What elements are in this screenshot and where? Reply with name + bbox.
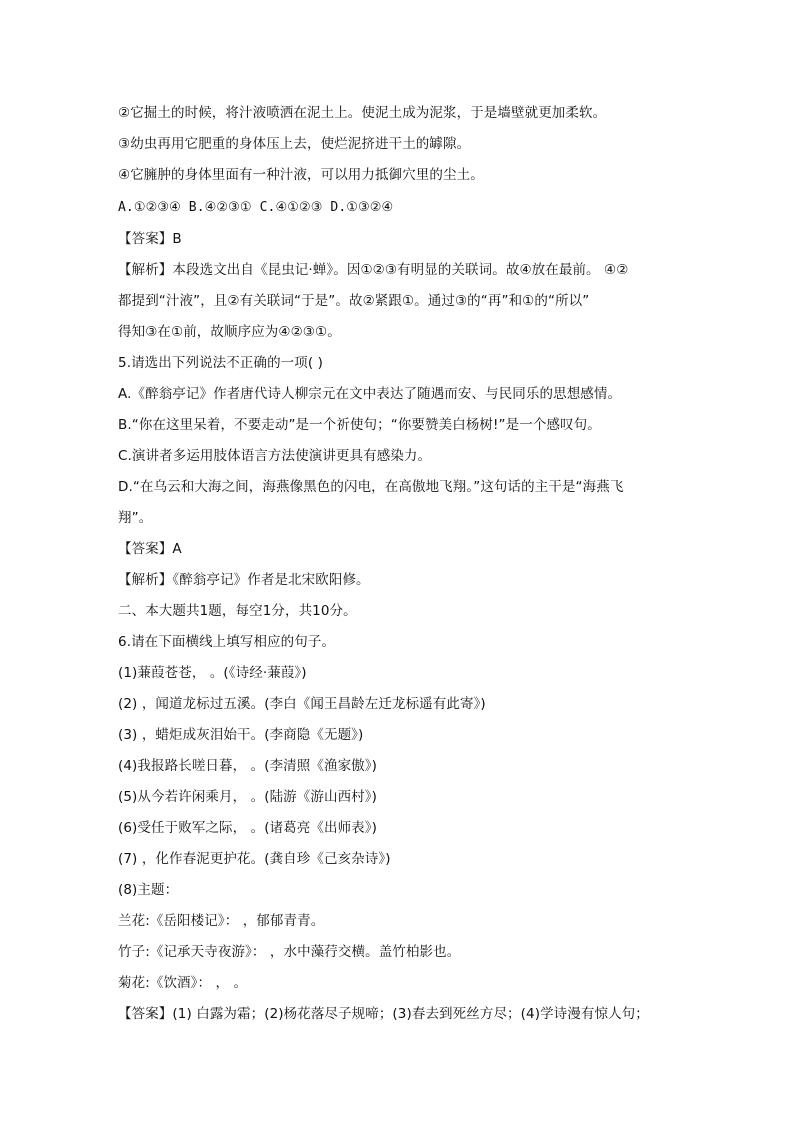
question-5-option-c: C.演讲者多运用肢体语言方法使演讲更具有感染力。 <box>118 448 432 464</box>
question-6-item-3: (3) ，蜡炬成灰泪始干。(李商隐《无题》) <box>118 727 364 743</box>
theme-bamboo: 竹子:《记承天寺夜游》： ，水中藻荇交横。盖竹柏影也。 <box>118 944 461 960</box>
question-6-item-7: (7) ，化作春泥更护花。(龚自珍《己亥杂诗》) <box>118 851 391 867</box>
question-6-item-1: (1)蒹葭苍苍， 。(《诗经·蒹葭》) <box>118 665 307 681</box>
section-2-heading: 二、本大题共1题，每空1分，共10分。 <box>118 603 357 619</box>
analysis-q4-line3: 得知③在①前，故顺序应为④②③①。 <box>118 324 341 340</box>
analysis-q5: 【解析】《醉翁亭记》作者是北宋欧阳修。 <box>118 572 370 588</box>
question-5-option-d-line1: D.“在乌云和大海之间，海燕像黑色的闪电，在高傲地飞翔。”这句话的主干是“海燕飞 <box>118 479 624 495</box>
question-6-item-4: (4)我报路长嗟日暮， 。(李清照《渔家傲》) <box>118 758 377 774</box>
answer-label-q5: 【答案】A <box>118 541 182 557</box>
question-5-title: 5.请选出下列说法不正确的一项( ) <box>118 355 324 371</box>
option-3-text: ③幼虫再用它肥重的身体压上去，使烂泥挤进干土的罅隙。 <box>118 136 471 152</box>
question-5-option-b: B.“你在这里呆着，不要走动”是一个祈使句；“你要赞美白杨树!”是一个感叹句。 <box>118 417 601 433</box>
answer-label-q6: 【答案】(1) 白露为霜；(2)杨花落尽子规啼；(3)春去到死丝方尽；(4)学诗漫有惊人句； <box>118 1006 649 1022</box>
question-6-item-2: (2) ，闻道龙标过五溪。(李白《闻王昌龄左迁龙标遥有此寄》) <box>118 696 486 712</box>
question-6-item-6: (6)受任于败军之际， 。(诸葛亮《出师表》) <box>118 820 377 836</box>
question-6-item-5: (5)从今若许闲乘月， 。(陆游《游山西村》) <box>118 789 377 805</box>
question-5-option-a: A.《醉翁亭记》作者唐代诗人柳宗元在文中表达了随遇而安、与民同乐的思想感情。 <box>118 386 622 402</box>
analysis-q4-line1: 【解析】本段选文出自《昆虫记·蝉》。因①②③有明显的关联词。故④放在最前。 ④② <box>118 262 629 278</box>
answer-choices: A.①②③④ B.④②③① C.④①②③ D.①③②④ <box>118 200 394 215</box>
question-6-title: 6.请在下面横线上填写相应的句子。 <box>118 634 336 650</box>
option-2-text: ②它掘土的时候，将汁液喷洒在泥土上。使泥土成为泥浆，于是墙壁就更加柔软。 <box>118 105 607 121</box>
theme-chrysanthemum: 菊花:《饮酒》： ， 。 <box>118 975 248 991</box>
option-4-text: ④它臃肿的身体里面有一种汁液，可以用力抵御穴里的尘土。 <box>118 167 484 183</box>
analysis-q4-line2: 都提到“汁液”，且②有关联词“于是”。故②紧跟①。通过③的“再”和①的“所以” <box>118 293 590 309</box>
answer-label-q4: 【答案】B <box>118 231 182 247</box>
theme-orchid: 兰花:《岳阳楼记》： ，郁郁青青。 <box>118 913 325 929</box>
question-6-item-8: (8)主题： <box>118 882 179 898</box>
question-5-option-d-line2: 翔”。 <box>118 510 153 526</box>
